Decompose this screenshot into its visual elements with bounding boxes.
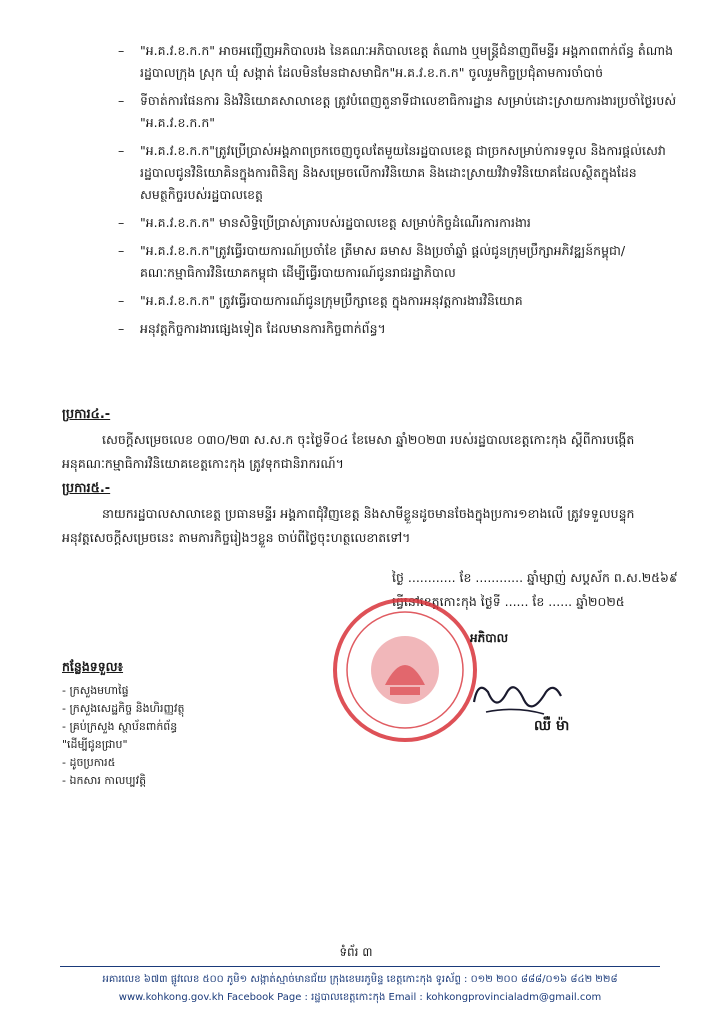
list-item: – "អ.គ.វ.ខ.ក.ក"ត្រូវធ្វើរបាយការណ៍ប្រចាំខែ ត្រីមាស ឆមាស និងប្រចាំឆ្នាំ ផ្តល់ជូនក្រុមប្រឹក្សាអភិវឌ្ឍន៍កម្ពុជា/គណៈកម្មាធិការវិនិយោគកម្ពុជា ដើម្បីធ្វើរបាយការណ៍ជូនរាជរដ្ឋាភិបាល	[118, 243, 626, 280]
footer-contacts: www.kohkong.gov.kh Facebook Page : រដ្ឋបាលខេត្តកោះកុង Email : kohkongprovincialadm@gmail.com	[118, 992, 602, 1003]
list-item: - គ្រប់ក្រសួង ស្ថាប័នពាក់ព័ន្ធ	[62, 720, 178, 733]
lunar-date: ថ្ងៃ ............ ខែ ............ ឆ្នាំម្សាញ់ សប្តស័ក ព.ស.២៥៦៩	[392, 570, 678, 585]
list-item: – "អ.គ.វ.ខ.ក.ក" ត្រូវធ្វើរបាយការណ៍ជូនក្រុមប្រឹក្សាខេត្ត ក្នុងការអនុវត្តការងារវិនិយោគ	[118, 293, 523, 308]
list-item: – អនុវត្តកិច្ចការងារផ្សេងទៀត ដែលមានការកិច្ចពាក់ព័ន្ធ។	[118, 321, 386, 336]
list-item: - ក្រសួងសេដ្ឋកិច្ច និងហិរញ្ញវត្ថុ	[62, 702, 185, 715]
handwritten-signature	[466, 672, 566, 722]
recipients-list	[62, 682, 292, 790]
duties-list	[118, 40, 678, 346]
list-item: – ទីចាត់ការផែនការ និងវិនិយោគសាលាខេត្ត ត្រូវបំពេញតួនាទីជាលេខាធិការដ្ឋាន សម្រាប់ដោះស្រាយការងារប្រចាំថ្ងៃរបស់ "អ.គ.វ.ខ.ក.ក"	[118, 93, 677, 130]
list-item: "ដើម្បីជូនជ្រាប"	[62, 738, 128, 751]
list-item: - ដូចប្រការ៥	[62, 756, 116, 769]
list-item: - ក្រសួងមហាផ្ទៃ	[62, 684, 129, 697]
article-4-text: សេចក្តីសម្រេចលេខ ០៣០/២៣ ស.ស.ក ចុះថ្ងៃទី០៤ ខែមេសា ឆ្នាំ២០២៣ របស់រដ្ឋបាលខេត្តកោះកុង ស្តីពីការបង្កើតអនុគណៈកម្មាធិការវិនិយោគខេត្តកោះកុង ត្រូវទុកជានិរាករណ៍។	[62, 432, 635, 471]
footer-address: អគារលេខ ៦៧៣ ផ្លូវលេខ ៥០០ ភូមិ១ សង្កាត់ស្មាច់មានជ័យ ក្រុងខេមរភូមិន្ទ ខេត្តកោះកុង ទូរស័ព្ទ : ០១២ ២០០ ៨៨៨/០១៦ ៨៤២ ២២៨	[102, 974, 618, 985]
footer-divider	[60, 966, 660, 967]
list-item: – "អ.គ.វ.ខ.ក.ក" មានសិទ្ធិប្រើប្រាស់ត្រារបស់រដ្ឋបាលខេត្ត សម្រាប់កិច្ចដំណើរការការងារ	[118, 215, 531, 230]
official-title: អភិបាល	[470, 631, 509, 645]
signer-name: ឈឺ ម៉ា	[534, 718, 570, 734]
list-item: - ឯកសារ កាលប្បវត្តិ	[62, 774, 147, 787]
article-5-heading: ប្រការ៥.-	[62, 481, 111, 496]
article-5-text: នាយករដ្ឋបាលសាលាខេត្ត ប្រធានមន្ទីរ អង្គភាពជុំវិញខេត្ត និងសាមីខ្លួនដូចមានចែងក្នុងប្រការ១ខាងលើ ត្រូវទទួលបន្ទុកអនុវត្តសេចក្តីសម្រេចនេះ តាមភារកិច្ចរៀងៗខ្លួន ចាប់ពីថ្ងៃចុះហត្ថលេខាតទៅ។	[62, 506, 635, 545]
list-item: – "អ.គ.វ.ខ.ក.ក"ត្រូវប្រើប្រាស់អង្គភាពច្រកចេញចូលតែមួយនៃរដ្ឋបាលខេត្ត ជាច្រកសម្រាប់ការទទួល និងការផ្តល់សេវារដ្ឋបាលជូនវិនិយោគិនក្នុងការពិនិត្យ និងសម្រេចលើការវិនិយោគ និងដោះស្រាយវិវាទវិនិយោគដែលស្ថិតក្នុងដែនសមត្ថកិច្ចរបស់រដ្ឋបាលខេត្ត	[118, 143, 666, 202]
solar-date: ធ្វើនៅខេត្តកោះកុង ថ្ងៃទី ...... ខែ ...... ឆ្នាំ២០២៥	[392, 594, 625, 609]
article-4-heading: ប្រការ៤.-	[62, 407, 111, 422]
official-seal-stamp	[330, 595, 480, 745]
recipients-heading: កន្លែងទទួល៖	[62, 659, 124, 674]
list-item: – "អ.គ.វ.ខ.ក.ក" អាចអញ្ជើញអភិបាលរង នៃគណៈអភិបាលខេត្ត តំណាង ឬមន្ត្រីជំនាញពីមន្ទីរ អង្គភាពពាក់ព័ន្ធ តំណាងរដ្ឋបាលក្រុង ស្រុក ឃុំ សង្កាត់ ដែលមិនមែនជាសមាជិក"អ.គ.វ.ខ.ក.ក" ចូលរួមកិច្ចប្រជុំតាមការចាំបាច់	[118, 43, 674, 80]
page-number: ទំព័រ ៣	[339, 945, 373, 959]
